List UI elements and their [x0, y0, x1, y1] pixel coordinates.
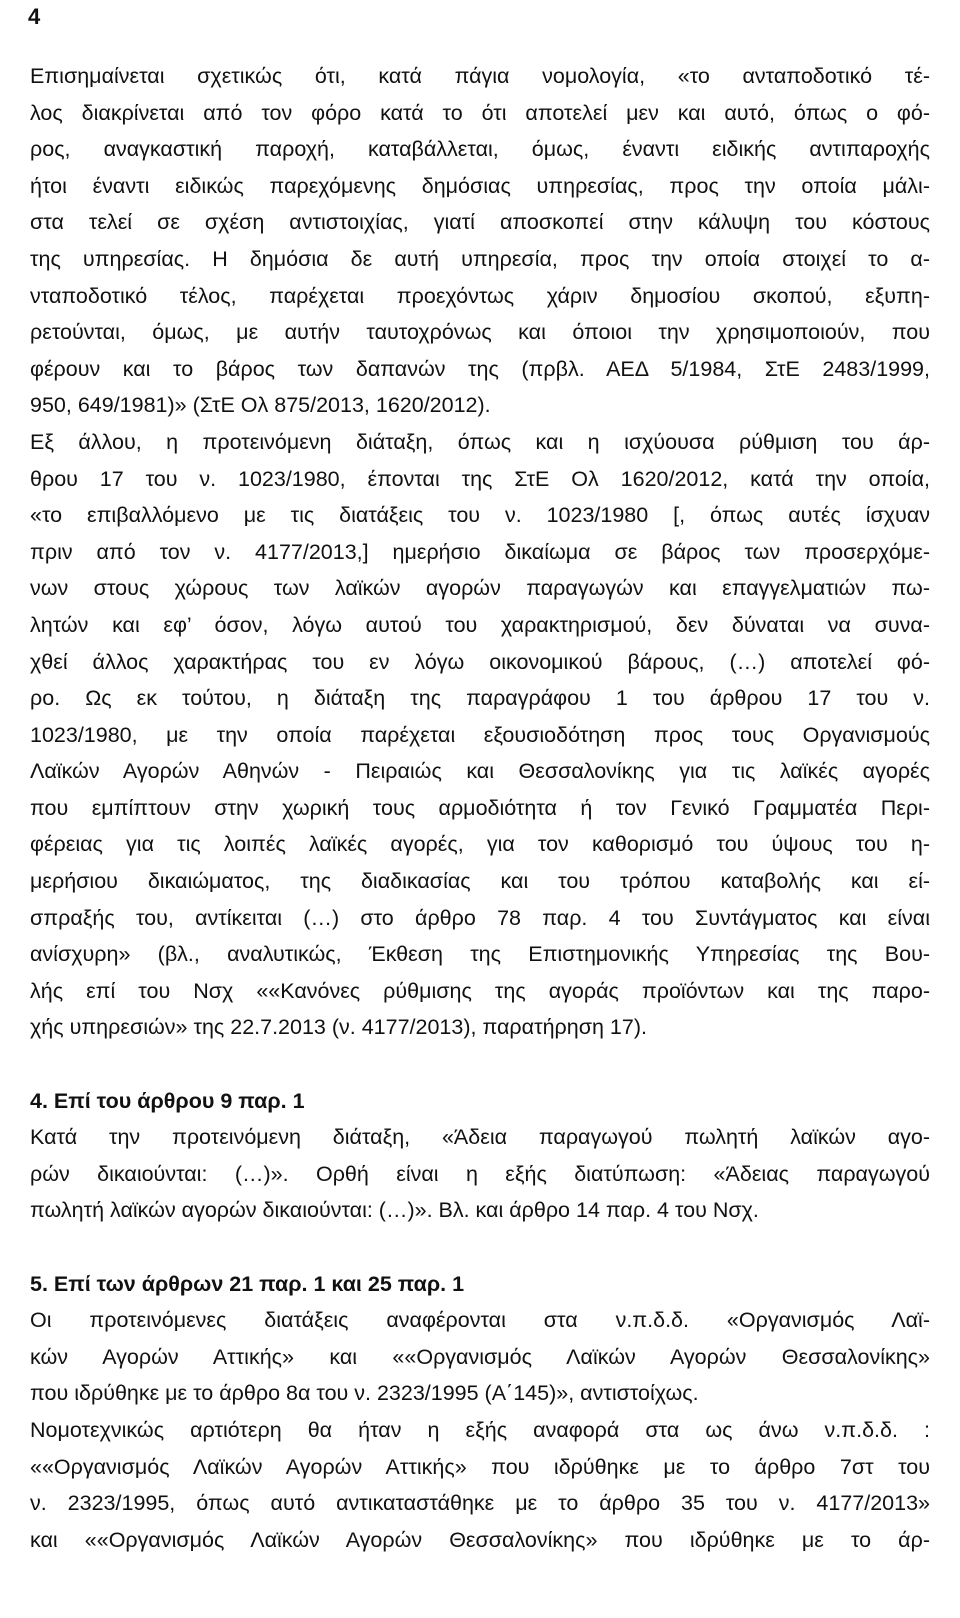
text-line: και ««Οργανισμός Λαϊκών Αγορών Θεσσαλονίκης» που ιδρύθηκε με το άρ- — [30, 1527, 930, 1552]
text-line: ρος, αναγκαστική παροχή, καταβάλλεται, όμως, έναντι ειδικής αντιπαροχής — [30, 137, 930, 162]
text-line: νων στους χώρους των λαϊκών αγορών παραγωγών και επαγγελματιών πω- — [30, 576, 930, 601]
spacer — [30, 1046, 930, 1083]
text-line: ««Οργανισμός Λαϊκών Αγορών Αττικής» που ιδρύθηκε με το άρθρο 7στ του — [30, 1454, 930, 1479]
text-line: λής επί του Νσχ ««Κανόνες ρύθμισης της αγοράς προϊόντων και της παρο- — [30, 978, 930, 1003]
text-line: ανίσχυρη» (βλ., αναλυτικώς, Έκθεση της Επιστημονικής Υπηρεσίας της Βου- — [30, 942, 930, 967]
text-line: που εμπίπτουν στην χωρική τους αρμοδιότητα ή τον Γενικό Γραμματέα Περι- — [30, 795, 930, 820]
text-line: «το επιβαλλόμενο με τις διατάξεις του ν. 1023/1980 [, όπως αυτές ίσχυαν — [30, 503, 930, 528]
spacer — [30, 1229, 930, 1266]
section-4 — [30, 1083, 930, 1229]
paragraph-2 — [30, 424, 930, 1046]
text-line: της υπηρεσίας. Η δημόσια δε αυτή υπηρεσία, προς την οποία στοιχεί το α- — [30, 246, 930, 271]
text-line: νταποδοτικό τέλος, παρέχεται προεχόντως χάριν δημοσίου σκοπού, εξυπη- — [30, 283, 930, 308]
paragraph-1 — [30, 58, 930, 424]
text-line: ήτοι έναντι ειδικώς παρεχόμενης δημόσιας υπηρεσίας, προς την οποία μάλι- — [30, 173, 930, 198]
text-line: πριν από τον ν. 4177/2013,] ημερήσιο δικαίωμα σε βάρος των προσερχόμε- — [30, 539, 930, 564]
page-number: 4 — [28, 4, 41, 29]
section-heading: 5. Επί των άρθρων 21 παρ. 1 και 25 παρ. 1 — [30, 1271, 465, 1296]
text-line: Νομοτεχνικώς αρτιότερη θα ήταν η εξής αναφορά στα ως άνω ν.π.δ.δ. : — [30, 1417, 930, 1442]
text-line: ρών δικαιούνται: (…)». Ορθή είναι η εξής διατύπωση: «Άδειας παραγωγού — [30, 1161, 930, 1186]
section-heading: 4. Επί του άρθρου 9 παρ. 1 — [30, 1088, 305, 1113]
text-line: Οι προτεινόμενες διατάξεις αναφέρονται στα ν.π.δ.δ. «Οργανισμός Λαϊ- — [30, 1308, 930, 1333]
text-line: σπραξής του, αντίκειται (…) στο άρθρο 78 παρ. 4 του Συντάγματος και είναι — [30, 905, 930, 930]
text-line: θρου 17 του ν. 1023/1980, έπονται της ΣτΕ Ολ 1620/2012, κατά την οποία, — [30, 466, 930, 491]
text-line: ρετούνται, όμως, με αυτήν ταυτοχρόνως και όποιοι την χρησιμοποιούν, που — [30, 320, 930, 345]
document-body — [30, 58, 930, 1558]
text-line-last: χής υπηρεσιών» της 22.7.2013 (ν. 4177/2013), παρατήρηση 17). — [30, 1015, 647, 1040]
text-line: ρο. Ως εκ τούτου, η διάταξη της παραγράφου 1 του άρθρου 17 του ν. — [30, 686, 930, 711]
text-line-last: που ιδρύθηκε με το άρθρο 8α του ν. 2323/1995 (Α΄145)», αντιστοίχως. — [30, 1381, 699, 1406]
text-line: φέρουν και το βάρος των δαπανών της (πρβλ. ΑΕΔ 5/1984, ΣτΕ 2483/1999, — [30, 356, 930, 381]
text-line: Κατά την προτεινόμενη διάταξη, «Άδεια παραγωγού πωλητή λαϊκών αγο- — [30, 1125, 930, 1150]
text-line: Εξ άλλου, η προτεινόμενη διάταξη, όπως και η ισχύουσα ρύθμιση του άρ- — [30, 429, 930, 454]
text-line: 1023/1980, με την οποία παρέχεται εξουσιοδότηση προς τους Οργανισμούς — [30, 722, 930, 747]
text-line-last: πωλητή λαϊκών αγορών δικαιούνται: (…)». Βλ. και άρθρο 14 παρ. 4 του Νσχ. — [30, 1198, 759, 1223]
section-5 — [30, 1266, 930, 1559]
text-line: στα τελεί σε σχέση αντιστοιχίας, γιατί αποσκοπεί στην κάλυψη του κόστους — [30, 210, 930, 235]
text-line: Επισημαίνεται σχετικώς ότι, κατά πάγια νομολογία, «το ανταποδοτικό τέ- — [30, 64, 930, 88]
text-line-last: 950, 649/1981)» (ΣτΕ Ολ 875/2013, 1620/2012). — [30, 393, 491, 418]
text-line: μερήσιου δικαιώματος, της διαδικασίας και του τρόπου καταβολής και εί- — [30, 869, 930, 894]
text-line: φέρειας για τις λοιπές λαϊκές αγορές, για τον καθορισμό του ύψους του η- — [30, 832, 930, 857]
text-line: χθεί άλλος χαρακτήρας του εν λόγω οικονομικού βάρους, (…) αποτελεί φό- — [30, 649, 930, 674]
text-line: λος διακρίνεται από τον φόρο κατά το ότι αποτελεί μεν και αυτό, όπως ο φό- — [30, 100, 930, 125]
text-line: ν. 2323/1995, όπως αυτό αντικαταστάθηκε με το άρθρο 35 του ν. 4177/2013» — [30, 1491, 930, 1516]
text-line: Λαϊκών Αγορών Αθηνών - Πειραιώς και Θεσσαλονίκης για τις λαϊκές αγορές — [30, 759, 930, 784]
text-line: λητών και εφ’ όσον, λόγω αυτού του χαρακτηρισμού, δεν δύναται να συνα- — [30, 612, 930, 637]
text-line: κών Αγορών Αττικής» και ««Οργανισμός Λαϊκών Αγορών Θεσσαλονίκης» — [30, 1344, 930, 1369]
